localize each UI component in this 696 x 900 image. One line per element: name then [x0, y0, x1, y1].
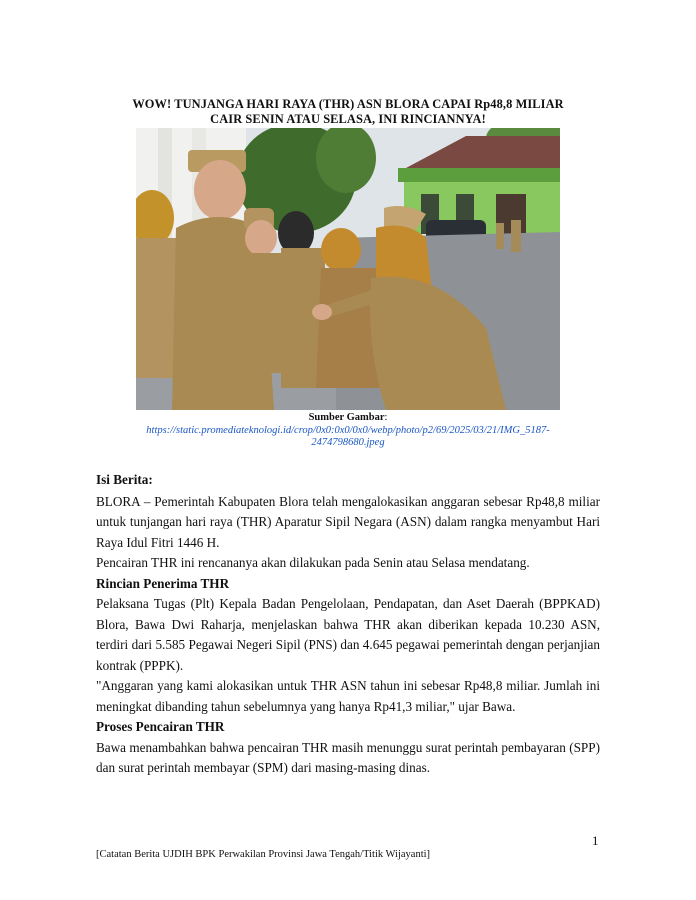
news-photo	[136, 128, 560, 410]
caption-url-line2[interactable]: 2474798680.jpeg	[311, 437, 385, 448]
section-heading-isi: Isi Berita:	[96, 472, 153, 487]
paragraph-3: Pelaksana Tugas (Plt) Kepala Badan Pengelolaan, Pendapatan, dan Aset Daerah (BPPKAD) Blora, Bawa Dwi Raharja, menjelaskan bahwa THR akan diberikan kepada 10.230 ASN, terdiri dari 5.585 Pegawai Negeri Sipil (PNS) dan 4.645 pegawai pemerintah dengan perjanjian kontrak (PPPK).	[96, 596, 600, 673]
page-footer: [Catatan Berita UJDIH BPK Perwakilan Provinsi Jawa Tengah/Titik Wijayanti]	[96, 849, 431, 860]
paragraph-2: Pencairan THR ini rencananya akan dilakukan pada Senin atau Selasa mendatang.	[96, 555, 530, 570]
caption-label: Sumber Gambar	[308, 412, 385, 423]
section-heading-proses: Proses Pencairan THR	[96, 719, 225, 734]
paragraph-4: "Anggaran yang kami alokasikan untuk THR ASN tahun ini sebesar Rp48,8 miliar. Jumlah ini meningkat dibanding tahun sebelumnya yang hanya Rp41,3 miliar," ujar Bawa.	[96, 678, 600, 714]
article-title	[96, 97, 600, 127]
photo-caption	[96, 412, 600, 450]
news-photo-illustration	[136, 128, 560, 410]
section-heading-rincian: Rincian Penerima THR	[96, 575, 230, 591]
page-number: 1	[592, 833, 599, 848]
article-title-line1: WOW! TUNJANGA HARI RAYA (THR) ASN BLORA CAPAI Rp48,8 MILIAR	[132, 97, 564, 111]
paragraph-1: BLORA – Pemerintah Kabupaten Blora telah mengalokasikan anggaran sebesar Rp48,8 miliar untuk tunjangan hari raya (THR) Aparatur Sipil Negara (ASN) dalam rangka menyambut Hari Raya Idul Fitri 1446 H.	[96, 493, 600, 550]
caption-url-line1[interactable]: https://static.promediateknologi.id/crop/0x0:0x0/0x0/webp/photo/p2/69/2025/03/21/IMG_5187-	[146, 424, 550, 436]
caption-colon: :	[384, 412, 388, 423]
paragraph-5: Bawa menambahkan bahwa pencairan THR masih menunggu surat perintah pembayaran (SPP) dan surat perintah membayar (SPM) dari masing-masing dinas.	[96, 739, 600, 775]
article-title-line2: CAIR SENIN ATAU SELASA, INI RINCIANNYA!	[210, 112, 486, 126]
caption-label-line	[96, 412, 600, 425]
article-body	[96, 470, 600, 779]
